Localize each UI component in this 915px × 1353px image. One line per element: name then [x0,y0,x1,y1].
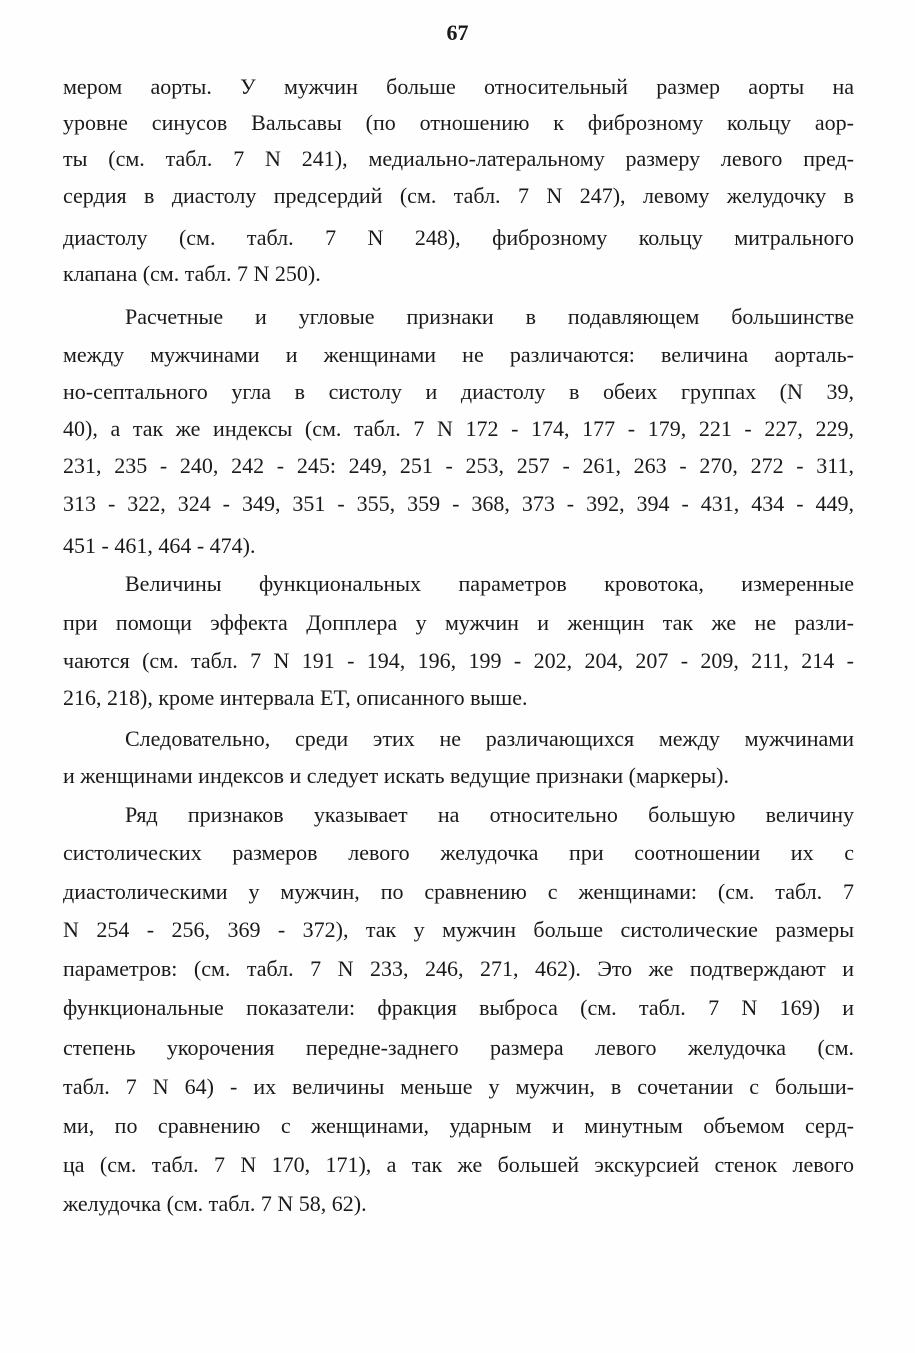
text-line: ца (см. табл. 7 N 170, 171), а так же большей экскурсией стенок левого [63,1152,854,1177]
text-line: 313 - 322, 324 - 349, 351 - 355, 359 - 368, 373 - 392, 394 - 431, 434 - 449, [63,491,854,516]
text-line: чаются (см. табл. 7 N 191 - 194, 196, 199 - 202, 204, 207 - 209, 211, 214 - [63,648,854,673]
page-number: 67 [446,20,469,45]
text-line: степень укорочения передне-заднего размера левого желудочка (см. [63,1035,854,1060]
paragraph-start-line: Величины функциональных параметров кровотока, измеренные [125,571,854,596]
text-line: желудочка (см. табл. 7 N 58, 62). [63,1191,367,1216]
text-line: но-септального угла в систолу и диастолу в обеих группах (N 39, [63,379,854,404]
text-line: параметров: (см. табл. 7 N 233, 246, 271, 462). Это же подтверждают и [63,956,854,981]
text-line: диастолу (см. табл. 7 N 248), фиброзному кольцу митрального [63,225,854,250]
text-line: сердия в диастолу предсердий (см. табл. 7 N 247), левому желудочку в [63,183,854,208]
text-line: табл. 7 N 64) - их величины меньше у мужчин, в сочетании с больши- [63,1074,854,1099]
text-line: N 254 - 256, 369 - 372), так у мужчин больше систолические размеры [63,917,854,942]
text-line: ми, по сравнению с женщинами, ударным и минутным объемом серд- [63,1113,854,1138]
text-line: 216, 218), кроме интервала ET, описанного выше. [63,685,528,710]
text-line: мером аорты. У мужчин больше относительный размер аорты на [63,74,854,99]
paragraph-start-line: Следовательно, среди этих не различающихся между мужчинами [125,726,854,751]
text-line: систолических размеров левого желудочка при соотношении их с [63,840,854,865]
text-line: и женщинами индексов и следует искать ведущие признаки (маркеры). [63,763,729,788]
paragraph-start-line: Расчетные и угловые признаки в подавляющем большинстве [125,304,854,329]
text-line: 231, 235 - 240, 242 - 245: 249, 251 - 253, 257 - 261, 263 - 270, 272 - 311, [63,453,854,478]
paragraph-start-line: Ряд признаков указывает на относительно большую величину [125,802,854,827]
text-line: 40), а так же индексы (см. табл. 7 N 172 - 174, 177 - 179, 221 - 227, 229, [63,416,854,441]
text-line: между мужчинами и женщинами не различаются: величина аорталь- [63,342,854,367]
text-line: ты (см. табл. 7 N 241), медиально-латеральному размеру левого пред- [63,146,854,171]
text-line: уровне синусов Вальсавы (по отношению к фиброзному кольцу аор- [63,110,854,135]
text-line: клапана (см. табл. 7 N 250). [63,261,321,286]
text-line: 451 - 461, 464 - 474). [63,533,256,558]
text-line: при помощи эффекта Допплера у мужчин и женщин так же не разли- [63,610,854,635]
text-line: диастолическими у мужчин, по сравнению с женщинами: (см. табл. 7 [63,879,854,904]
text-line: функциональные показатели: фракция выброса (см. табл. 7 N 169) и [63,995,854,1020]
